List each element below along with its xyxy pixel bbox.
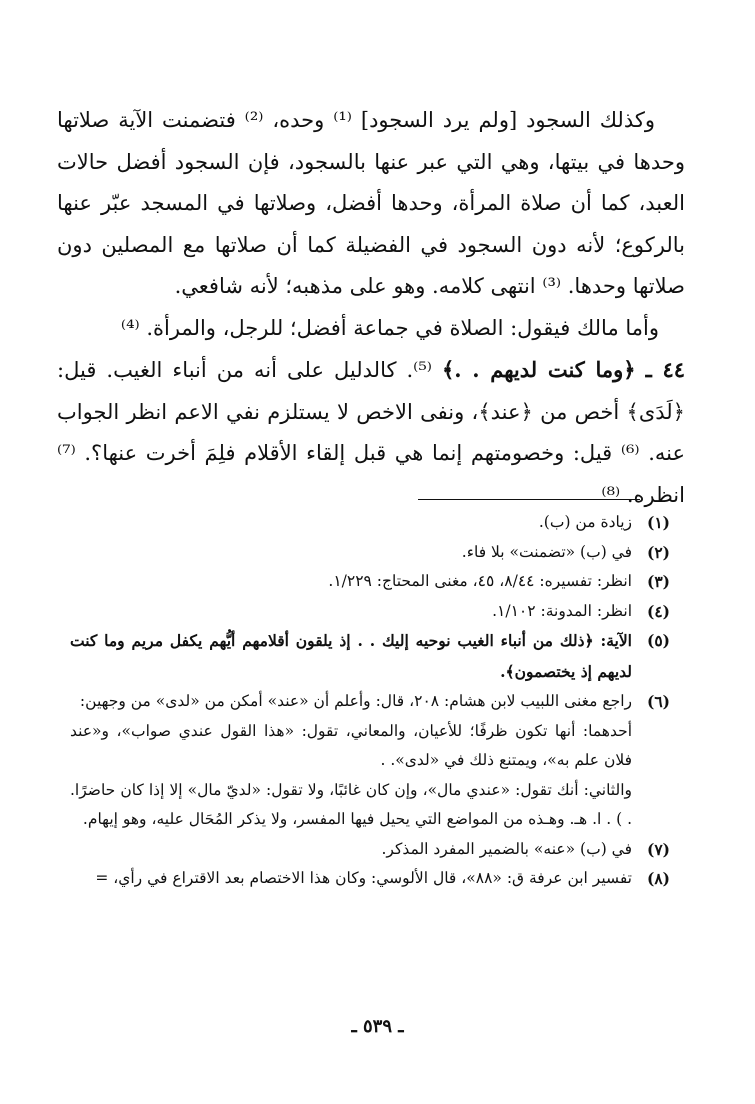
footnote-4 (70, 597, 670, 627)
footnote-number: (٥) (646, 631, 670, 650)
paragraph-2: وأما مالك فيقول: الصلاة في جماعة أفضل؛ للرجل، والمرأة. ⁽⁴⁾ (120, 315, 659, 340)
page-number: ـ ٥٣٩ ـ (351, 1016, 404, 1037)
footnote-text: انظر: تفسيره: ٨/٤٤، ٤٥، مغنى المحتاج: ١/٢٢٩. (328, 572, 632, 590)
footnote-number: (٤) (646, 601, 670, 621)
paragraph-3 (57, 349, 685, 516)
footnote-text: تفسير ابن عرفة ق: «٨٨»، قال الألوسي: وكان هذا الاختصام بعد الاقتراع في رأي، = (95, 869, 632, 887)
paragraph-1: وكذلك السجود [ولم يرد السجود] ⁽¹⁾ وحده، ⁽²⁾ فتضمنت الآية صلاتها وحدها في بيتها، وهي التي عبر عنها بالسجود، فإن السجود أفضل حالات العبد، كما أن صلاة المرأة، وحدها أفضل، وصلاتها في المسجد عبّر عنها بالركوع؛ لأنه دون السجود في الفضيلة كما أن صلاتها مع المصلين دون صلاتها وحدها. ⁽³⁾ انتهى كلامه. وهو على مذهبه؛ لأنه شافعي. (57, 108, 685, 298)
footnote-6-second-aspect: والثاني: أنك تقول: «عندي مال»، وإن كان غائبًا، ولا تقول: «لديّ مال» إلا إذا كان حاضرًا. . ) . ا. هـ. وهـذه من المواضع التي يحيل فيها المفسر، ولا يذكر المُحَال عليه، وهو إيهام. (70, 780, 632, 828)
footnote-number: (٧) (646, 839, 670, 859)
footnote-8 (70, 864, 670, 894)
footnote-number: (٨) (646, 869, 670, 888)
footnote-number: (٣) (646, 572, 670, 591)
footnote-6-first-aspect: أحدهما: أنها تكون ظرفًا؛ للأعيان، والمعاني، تقول: «هذا القول عندي صواب»، و«عند فلان علم به»، ويمتنع ذلك في «لدى». . (70, 721, 632, 769)
footnote-text: انظر: المدونة: ١/١٠٢. (492, 601, 632, 620)
footnote-separator (418, 499, 640, 500)
verse-number: ٤٤ ـ (645, 357, 685, 382)
verse-quote: ﴿وما كنت لديهم . .﴾ (441, 357, 636, 382)
footnote-number: (٦) (646, 692, 670, 711)
paragraph-3-body: ⁽⁵⁾. كالدليل على أنه من أنباء الغيب. قيل: ﴿لَدَى﴾ أخص من ﴿عند﴾، ونفى الاخص لا يستلزم نفي الاعم انظر الجواب عنه. ⁽⁶⁾ قيل: وخصومتهم إنما هي قبل إلقاء الأقلام فلِمَ أخرت عنها؟. ⁽⁷⁾ انظره. ⁽⁸⁾ (57, 358, 686, 507)
footnote-text: راجع مغنى اللبيب لابن هشام: ٢٠٨، قال: وأعلم أن «عند» أمكن من «لدى» من وجهين: (79, 692, 632, 710)
footnote-7 (70, 835, 670, 865)
footnote-3 (70, 567, 670, 597)
footnote-text: الآية: ﴿ذلك من أنباء الغيب نوحيه إليك . . إذ يلقون أقلامهم أيُّهم يكفل مريم وما كنت لديهم إذ يختصمون﴾. (70, 631, 632, 681)
footnote-number: (١) (646, 513, 670, 532)
footnote-text: زيادة من (ب). (538, 513, 632, 531)
footnote-text: في (ب) «تضمنت» بلا فاء. (461, 542, 632, 561)
footnote-5 (70, 626, 670, 687)
footnote-2 (70, 538, 670, 568)
footnote-1 (70, 508, 670, 538)
main-text (57, 100, 685, 516)
footnotes (70, 508, 670, 894)
footnote-number: (٢) (646, 542, 670, 562)
footnote-6 (70, 687, 670, 835)
footnote-text: في (ب) «عنه» بالضمير المفرد المذكر. (381, 839, 632, 858)
